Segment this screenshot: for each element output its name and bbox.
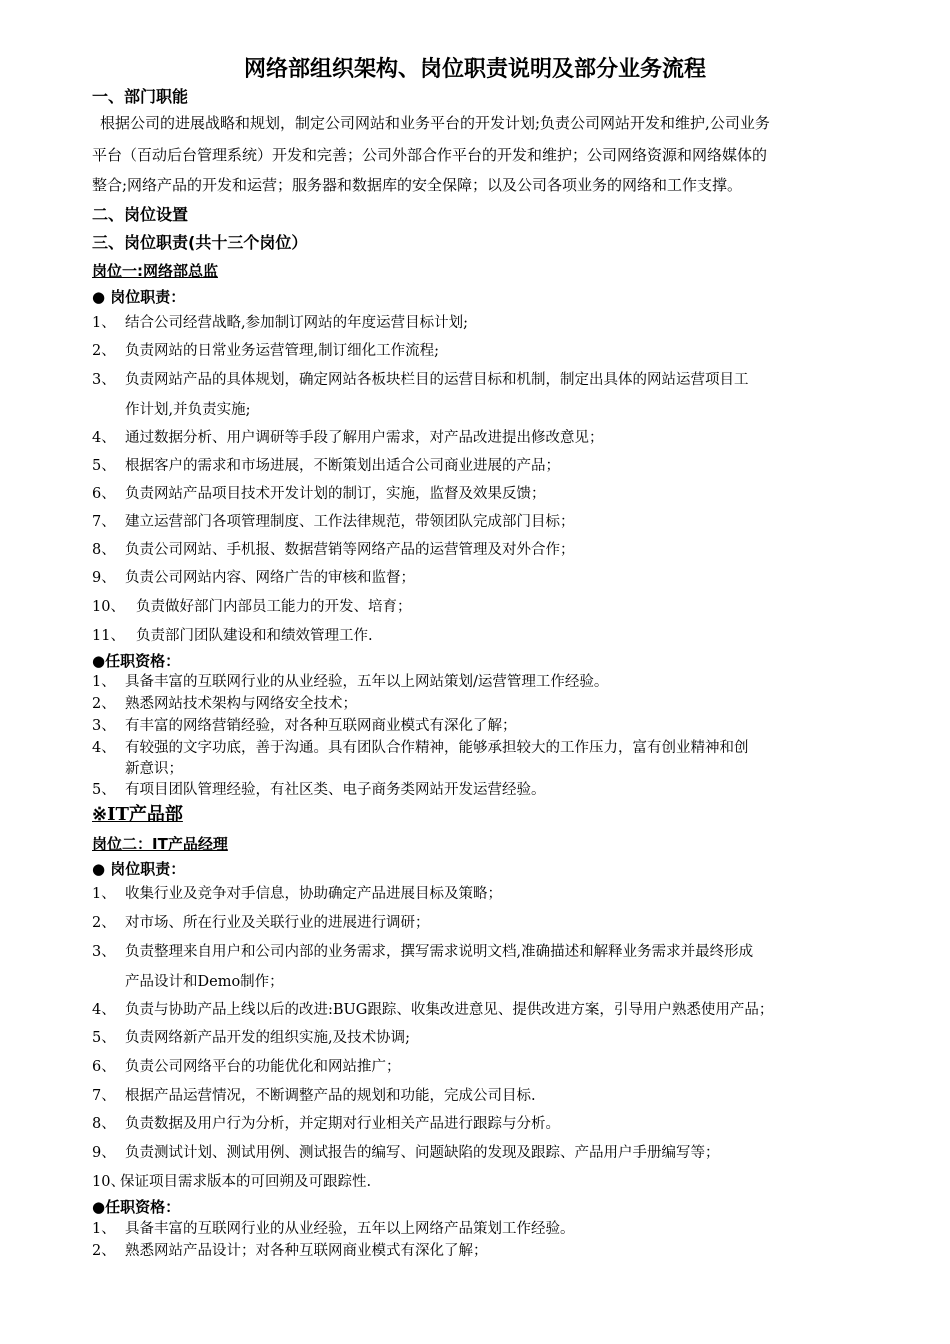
item-text: 负责与协助产品上线以后的改进:BUG跟踪、收集改进意见、提供改进方案，引导用户熟悉使用产品； — [125, 1002, 774, 1018]
item-text: 有较强的文字功底，善于沟通。具有团队合作精神，能够承担较大的工作压力，富有创业精神和创 — [125, 740, 749, 756]
section-heading-department-function: 一、部门职能 — [92, 87, 189, 106]
item-number: 2、 — [92, 915, 116, 931]
item-number: 5、 — [92, 782, 116, 798]
item-number: 1、 — [92, 1221, 116, 1237]
item-number: 5、 — [92, 1030, 116, 1046]
item-text: 负责网络新产品开发的组织实施,及技术协调; — [125, 1030, 410, 1046]
item-number: 2、 — [92, 343, 116, 359]
section-heading-post-setup: 二、岗位设置 — [92, 205, 189, 224]
item-number: 4、 — [92, 1002, 116, 1018]
duties-heading: ● 岗位职责： — [92, 288, 186, 306]
item-text: 根据产品运营情况，不断调整产品的规划和功能，完成公司目标. — [125, 1088, 536, 1104]
item-text: 负责公司网站内容、网络广告的审核和监督； — [125, 570, 415, 586]
post-title: 岗位二：IT产品经理 — [92, 835, 228, 853]
item-text: 负责测试计划、测试用例、测试报告的编写、问题缺陷的发现及跟踪、产品用户手册编写等； — [125, 1145, 720, 1161]
item-number: 2、 — [92, 1243, 116, 1259]
item-text: 建立运营部门各项管理制度、工作法律规范，带领团队完成部门目标； — [125, 514, 575, 530]
item-number: 1、 — [92, 315, 116, 331]
document-title: 网络部组织架构、岗位职责说明及部分业务流程 — [243, 57, 706, 82]
item-number: 10、 — [92, 1174, 125, 1190]
item-number: 8、 — [92, 1116, 116, 1132]
item-text: 熟悉网站技术架构与网络安全技术； — [125, 696, 357, 712]
item-number: 3、 — [92, 718, 116, 734]
item-text: 结合公司经营战略,参加制订网站的年度运营目标计划; — [125, 315, 468, 331]
item-text: 有丰富的网络营销经验，对各种互联网商业模式有深化了解； — [125, 718, 517, 734]
item-text: 负责整理来自用户和公司内部的业务需求，撰写需求说明文档,准确描述和解释业务需求并最终形成 — [125, 944, 754, 960]
item-text: 有项目团队管理经验，有社区类、电子商务类网站开发运营经验。 — [125, 782, 546, 798]
item-text: 收集行业及竞争对手信息，协助确定产品进展目标及策略； — [125, 886, 502, 902]
item-number: 3、 — [92, 372, 116, 388]
item-number: 9、 — [92, 1145, 116, 1161]
item-text: 负责网站的日常业务运营管理,制订细化工作流程; — [125, 343, 439, 359]
department-heading: ※IT产品部 — [92, 804, 183, 825]
item-number: 11、 — [92, 628, 125, 644]
item-text: 负责部门团队建设和和绩效管理工作. — [136, 628, 373, 644]
item-number: 4、 — [92, 740, 116, 756]
item-text: 负责网站产品项目技术开发计划的制订，实施，监督及效果反馈； — [125, 486, 546, 502]
item-text-continued: 产品设计和Demo制作； — [125, 974, 284, 990]
post-title: 岗位一:网络部总监 — [92, 262, 218, 280]
item-text: 负责做好部门内部员工能力的开发、培育； — [136, 599, 412, 615]
qualification-heading: ●任职资格： — [92, 1198, 181, 1216]
paragraph-line: 平台（百动后台管理系统）开发和完善；公司外部合作平台的开发和维护；公司网络资源和网络媒体的 — [92, 146, 768, 164]
item-text: 具备丰富的互联网行业的从业经验，五年以上网络产品策划工作经验。 — [125, 1221, 575, 1237]
item-text-continued: 作计划,并负责实施; — [125, 402, 251, 418]
item-number: 6、 — [92, 1059, 116, 1075]
item-text: 熟悉网站产品设计；对各种互联网商业模式有深化了解； — [125, 1243, 488, 1259]
item-number: 9、 — [92, 570, 116, 586]
item-number: 2、 — [92, 696, 116, 712]
item-text-continued: 新意识； — [125, 761, 183, 777]
paragraph-line: 根据公司的进展战略和规划，制定公司网站和业务平台的开发计划;负责公司网站开发和维护,公司业务 — [100, 114, 770, 132]
item-text: 负责网站产品的具体规划，确定网站各板块栏目的运营目标和机制，制定出具体的网站运营项目工 — [125, 372, 749, 388]
item-number: 10、 — [92, 599, 125, 615]
item-number: 5、 — [92, 458, 116, 474]
item-text: 具备丰富的互联网行业的从业经验，五年以上网站策划/运营管理工作经验。 — [125, 674, 609, 690]
paragraph-line: 整合;网络产品的开发和运营；服务器和数据库的安全保障；以及公司各项业务的网络和工作支撑。 — [92, 176, 743, 194]
item-text: 负责公司网络平台的功能优化和网站推广； — [125, 1059, 401, 1075]
item-number: 3、 — [92, 944, 116, 960]
duties-heading: ● 岗位职责： — [92, 860, 186, 878]
qualification-heading: ●任职资格： — [92, 652, 181, 670]
item-text: 负责公司网站、手机报、数据营销等网络产品的运营管理及对外合作； — [125, 542, 575, 558]
item-number: 4、 — [92, 430, 116, 446]
item-number: 7、 — [92, 1088, 116, 1104]
item-text: 保证项目需求版本的可回朔及可跟踪性. — [120, 1174, 372, 1190]
item-text: 通过数据分析、用户调研等手段了解用户需求，对产品改进提出修改意见； — [125, 430, 604, 446]
item-number: 1、 — [92, 674, 116, 690]
item-number: 7、 — [92, 514, 116, 530]
item-text: 对市场、所在行业及关联行业的进展进行调研； — [125, 915, 430, 931]
item-number: 8、 — [92, 542, 116, 558]
item-text: 负责数据及用户行为分析，并定期对行业相关产品进行跟踪与分析。 — [125, 1116, 560, 1132]
item-number: 1、 — [92, 886, 116, 902]
item-number: 6、 — [92, 486, 116, 502]
item-text: 根据客户的需求和市场进展，不断策划出适合公司商业进展的产品； — [125, 458, 560, 474]
section-heading-post-duties: 三、岗位职责(共十三个岗位） — [92, 233, 308, 252]
